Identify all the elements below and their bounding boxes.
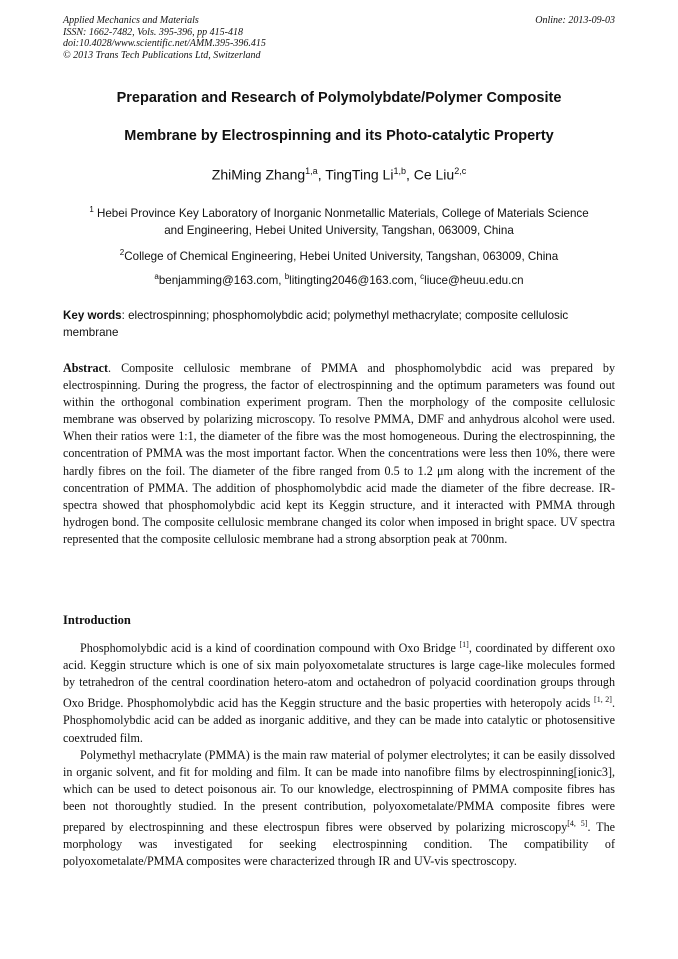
journal-header xyxy=(63,15,615,61)
issn-line: ISSN: 1662-7482, Vols. 395-396, pp 415-418 xyxy=(63,26,243,38)
section-heading-introduction: Introduction xyxy=(63,613,131,627)
author-name: ZhiMing Zhang xyxy=(211,166,306,183)
journal-name: Applied Mechanics and Materials xyxy=(63,15,199,26)
citation: [1, 2] xyxy=(594,695,612,705)
author-affiliation-sup: 2,c xyxy=(454,166,467,176)
paper-title xyxy=(63,90,615,166)
title-line-1: Preparation and Research of Polymolybdate/Polymer Composite xyxy=(116,90,562,106)
citation: [4, 5] xyxy=(567,819,588,828)
email-b: litingting2046@163.com, xyxy=(289,273,421,287)
abstract xyxy=(63,360,615,548)
email-a: benjamming@163.com, xyxy=(158,273,285,287)
author-name: Ce Liu xyxy=(413,166,455,183)
copyright-line: © 2013 Trans Tech Publications Ltd, Switzerland xyxy=(63,49,261,61)
email-a-sup: a xyxy=(154,272,159,281)
author-separator: , xyxy=(317,166,326,183)
affiliation-1-line-2: and Engineering, Hebei United University, Tangshan, 063009, China xyxy=(164,223,514,237)
keywords xyxy=(63,307,615,341)
intro-p1-text-b: , coordinated by different oxo acid. Keggin structure which is one of six main polyoxometalate structures is large cage-like molecules formed by tetrahedron of the central coordination hetero-atom and octahedron of polyacid coordination groups through Oxo Bridge. Phosphomolybdic acid has the Keggin structure and the basic properties with heteropoly acids xyxy=(63,641,615,711)
author-emails xyxy=(63,268,615,289)
citation: [1] xyxy=(459,640,469,649)
intro-p2-text-a: Polymethyl methacrylate (PMMA) is the main raw material of polymer electrolytes; it can be easily dissolved in organic solvent, and fit for molding and film. It can be made into nanofibre films by electrospinning[ionic3], which can be used to detect poisonous air. To our knowledge, electrospinning of PMMA composite fibres has been not thoroughtly studied. In the present contribution, polyoxometalate/PMMA composite fibres were prepared by electrospinning and these electrospun fibres were observed by polarizing microscopy xyxy=(63,747,615,835)
email-c-sup: c xyxy=(420,272,425,281)
affiliation-2-sup: 2 xyxy=(119,248,125,257)
author-separator: , xyxy=(405,166,414,183)
intro-p2-text-b: . The morphology was investigated for seeking electrospinning condition. The compatibility of polyoxometalate/PMMA composites were characterized through IR and UV-vis spectroscopy. xyxy=(63,820,615,869)
intro-p1-text-a: Phosphomolybdic acid is a kind of coordination compound with Oxo Bridge xyxy=(80,641,460,656)
keywords-label: Key words xyxy=(63,309,122,322)
author-affiliation-sup: 1,a xyxy=(305,166,318,176)
author-affiliation-sup: 1,b xyxy=(393,166,406,176)
affiliation-1 xyxy=(63,201,615,239)
title-line-2: Membrane by Electrospinning and its Photo-catalytic Property xyxy=(124,128,554,144)
email-c: liuce@heuu.edu.cn xyxy=(424,273,524,287)
doi-line: doi:10.4028/www.scientific.net/AMM.395-396.415 xyxy=(63,38,266,49)
affiliation-2 xyxy=(63,244,615,265)
introduction-body xyxy=(63,636,615,870)
author-list xyxy=(63,166,615,183)
affiliation-1-sup: 1 xyxy=(89,205,94,214)
affiliation-2-text: College of Chemical Engineering, Hebei United University, Tangshan, 063009, China xyxy=(124,249,559,263)
intro-paragraph-1 xyxy=(63,636,615,747)
online-date: Online: 2013-09-03 xyxy=(535,15,615,26)
abstract-label: Abstract xyxy=(63,361,109,375)
author-name: TingTing Li xyxy=(325,166,394,183)
intro-paragraph-2 xyxy=(63,747,615,871)
intro-p1-text-c: . Phosphomolybdic acid can be added as inorganic additive, and they can be made into catalytic or photosensitive coextruded film. xyxy=(63,696,615,745)
abstract-text: . Composite cellulosic membrane of PMMA and phosphomolybdic acid was prepared by electrospinning. During the progress, the factor of electrospinning and the optimum parameters was found out within the orthogonal combination experiment program. Then the morphology of the composite cellulosic membrane was observed by polarizing microscopy. To resolve PMMA, DMF and anhydrous alcohol were used. When their ratios were 1:1, the diameter of the fibre was the most homogeneous. During the electrospinning, the concentration of PMMA was the most important factor. When the concentrations were less then 10%, there were hardly fibres on the foil. The diameter of the fibre ranged from 0.5 to 1.2 μm along with the increment of the concentration of PMMA. The addition of phosphomolybdic acid made the diameter of the fibre decrease. IR-spectra showed that phosphomolybdic acid kept its Keggin structure, and it interacted with PMMA through hydrogen bond. The composite cellulosic membrane changed its color when imposed in bright space. UV spectra represented that the composite cellulosic membrane had a strong absorption peak at 700nm. xyxy=(63,361,615,546)
affiliation-1-line-1: Hebei Province Key Laboratory of Inorganic Nonmetallic Materials, College of Materials Science xyxy=(93,206,589,220)
email-b-sup: b xyxy=(284,272,290,281)
keywords-text: : electrospinning; phosphomolybdic acid; polymethyl methacrylate; composite cellulosic membrane xyxy=(63,309,569,339)
